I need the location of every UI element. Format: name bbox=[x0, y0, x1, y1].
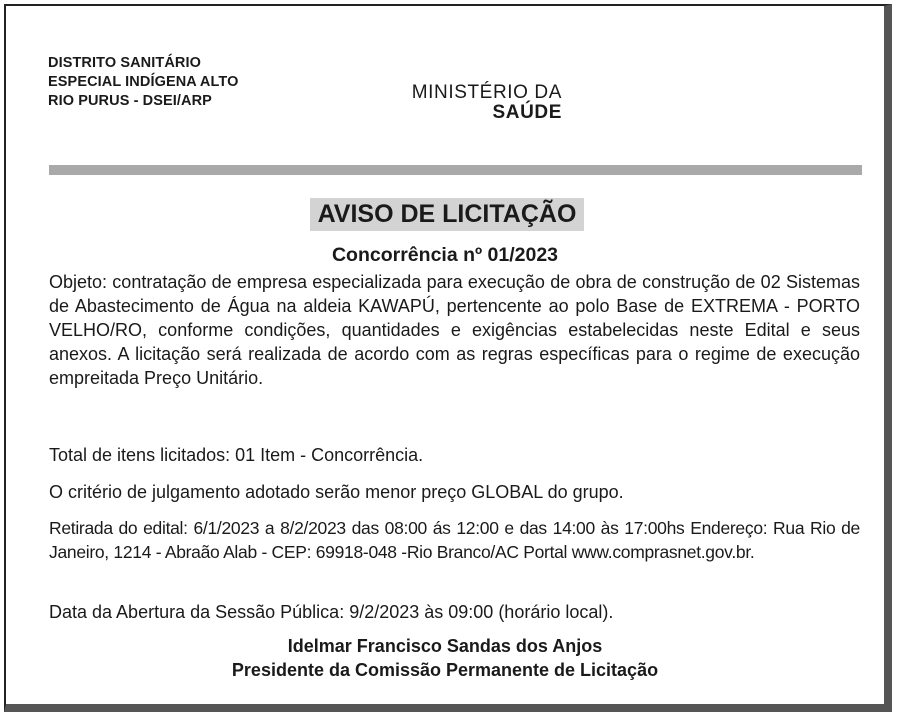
signature-block bbox=[6, 634, 884, 682]
data-abertura-paragraph: Data da Abertura da Sessão Pública: 9/2/2023 às 09:00 (horário local). bbox=[49, 602, 614, 622]
title-wrapper bbox=[6, 198, 884, 231]
notice-subtitle: Concorrência nº 01/2023 bbox=[331, 244, 559, 266]
total-itens-paragraph: Total de itens licitados: 01 Item - Concorrência. bbox=[49, 445, 424, 465]
org-line-2: ESPECIAL INDÍGENA ALTO bbox=[48, 74, 239, 90]
notice-frame bbox=[4, 4, 892, 712]
organization-name bbox=[48, 54, 238, 111]
signatory-name: Idelmar Francisco Sandas dos Anjos bbox=[287, 636, 603, 656]
objeto-paragraph: Objeto: contratação de empresa especializada para execução de obra de construção de 02 Sistemas de Abastecimento de Água na aldeia KAWAPÚ, pertencente ao polo Base de EXTREMA - PORTO VELHO/RO, conforme condições, quantidades e exigências estabelecidas neste Edital e seus anexos. A licitação será realizada de acordo com as regras específicas para o regime de execução empreitada Preço Unitário. bbox=[49, 272, 860, 388]
signatory-role: Presidente da Comissão Permanente de Licitação bbox=[231, 660, 659, 680]
retirada-paragraph: Retirada do edital: 6/1/2023 a 8/2/2023 das 08:00 ás 12:00 e das 14:00 às 17:00hs Endereço: Rua Rio de Janeiro, 1214 - Abraão Alab - CEP: 69918-048 -Rio Branco/AC Portal www.comprasnet.gov.br. bbox=[49, 518, 860, 562]
notice-title: AVISO DE LICITAÇÃO bbox=[310, 198, 585, 231]
ministry-line-1: MINISTÉRIO DA bbox=[411, 82, 562, 103]
ministry-logo bbox=[394, 82, 562, 123]
ministry-line-2: SAÚDE bbox=[492, 102, 562, 123]
header-divider bbox=[49, 165, 862, 175]
org-line-1: DISTRITO SANITÁRIO bbox=[48, 55, 201, 71]
criterio-paragraph: O critério de julgamento adotado serão menor preço GLOBAL do grupo. bbox=[49, 482, 624, 502]
org-line-3: RIO PURUS - DSEI/ARP bbox=[48, 93, 212, 109]
